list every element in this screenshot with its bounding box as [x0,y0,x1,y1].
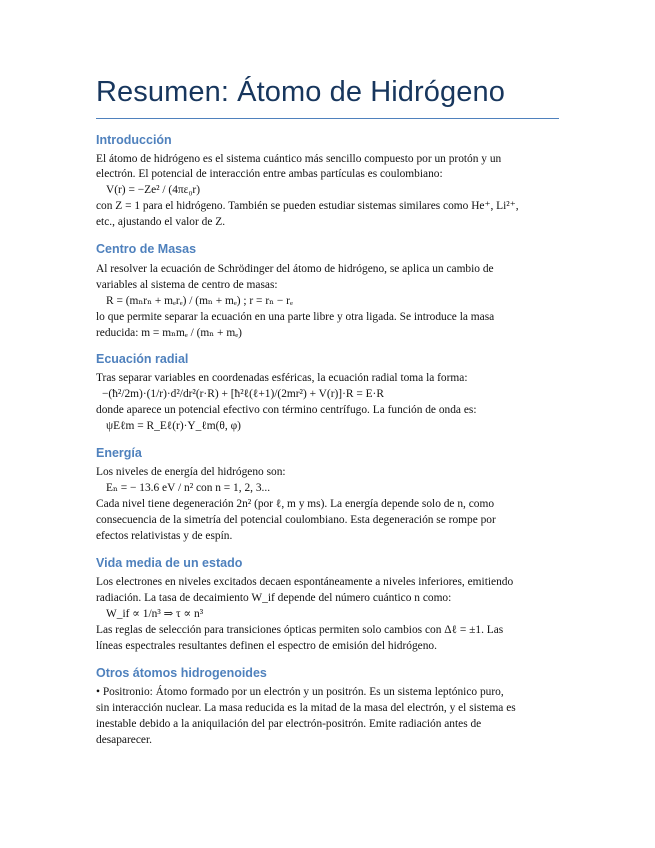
coulomb-potential-equation: V(r) = −Ze² / (4πε₀r) [106,184,201,196]
radial-line-1: Tras separar variables en coordenadas esféricas, la ecuación radial toma la forma: [96,372,468,384]
wavefunction-equation: ψEℓm = R_Eℓ(r)·Y_ℓm(θ, φ) [106,420,241,432]
heading-ecuacion-radial: Ecuación radial [96,352,189,366]
positronium-line-4: desaparecer. [96,734,152,746]
title-underline [96,118,559,119]
decay-rate-equation: W_if ∝ 1/n³ ⇒ τ ∝ n³ [106,608,204,620]
energy-line-4: consecuencia de la simetría del potencial coulombiano. Esta degeneración se rompe por [96,514,496,526]
heading-centro-de-masas: Centro de Masas [96,242,197,256]
lifetime-line-1: Los electrones en niveles excitados decaen espontáneamente a niveles inferiores, emitiendo [96,576,514,588]
cm-line-4: lo que permite separar la ecuación en una parte libre y otra ligada. Se introduce la masa [96,311,495,323]
lifetime-line-2: radiación. La tasa de decaimiento W_if depende del número cuántico n como: [96,592,452,604]
radial-equation: −(ħ²/2m)·(1/r)·d²/dr²(r·R) + [ħ²ℓ(ℓ+1)/(2mr²) + V(r)]·R = E·R [102,388,384,400]
heading-otros-atomos: Otros átomos hidrogenoides [96,666,267,680]
lifetime-line-4: Las reglas de selección para transiciones ópticas permiten solo cambios con Δℓ = ±1. Las [96,624,504,636]
center-of-mass-equation: R = (mₙrₙ + mₑrₑ) / (mₙ + mₑ) ; r = rₙ − rₑ [106,295,293,307]
intro-line-1: El átomo de hidrógeno es el sistema cuántico más sencillo compuesto por un protón y un [96,153,502,165]
cm-line-1: Al resolver la ecuación de Schrödinger del átomo de hidrógeno, se aplica un cambio de [96,263,494,275]
intro-line-5: etc., ajustando el valor de Z. [96,216,226,228]
heading-vida-media: Vida media de un estado [96,556,243,570]
energy-line-5: efectos relativistas y de espín. [96,530,233,542]
cm-line-2: variables al sistema de centro de masas: [96,279,278,291]
energy-line-1: Los niveles de energía del hidrógeno son: [96,466,286,478]
radial-line-3: donde aparece un potencial efectivo con término centrífugo. La función de onda es: [96,404,477,416]
heading-energia: Energía [96,446,142,460]
intro-line-4: con Z = 1 para el hidrógeno. También se pueden estudiar sistemas similares como He⁺, Li²⁺, [96,200,519,212]
page-title: Resumen: Átomo de Hidrógeno [96,76,505,108]
positronium-line-2: sin interacción nuclear. La masa reducida es la mitad de la masa del electrón, y el sistema es [96,702,516,714]
lifetime-line-5: líneas espectrales resultantes definen el espectro de emisión del hidrógeno. [96,640,437,652]
positronium-line-3: inestable debido a la aniquilación del par electrón-positrón. Emite radiación antes de [96,718,482,730]
intro-line-2: electrón. El potencial de interacción entre ambas partículas es coulombiano: [96,168,443,180]
energy-line-3: Cada nivel tiene degeneración 2n² (por ℓ, m y ms). La energía depende solo de n, como [96,498,495,510]
heading-introduccion: Introducción [96,133,172,147]
reduced-mass-line: reducida: m = mₙmₑ / (mₙ + mₑ) [96,327,242,339]
positronium-line-1: • Positronio: Átomo formado por un electrón y un positrón. Es un sistema leptónico puro, [96,686,504,698]
energy-levels-equation: Eₙ = − 13.6 eV / n² con n = 1, 2, 3... [106,482,271,494]
